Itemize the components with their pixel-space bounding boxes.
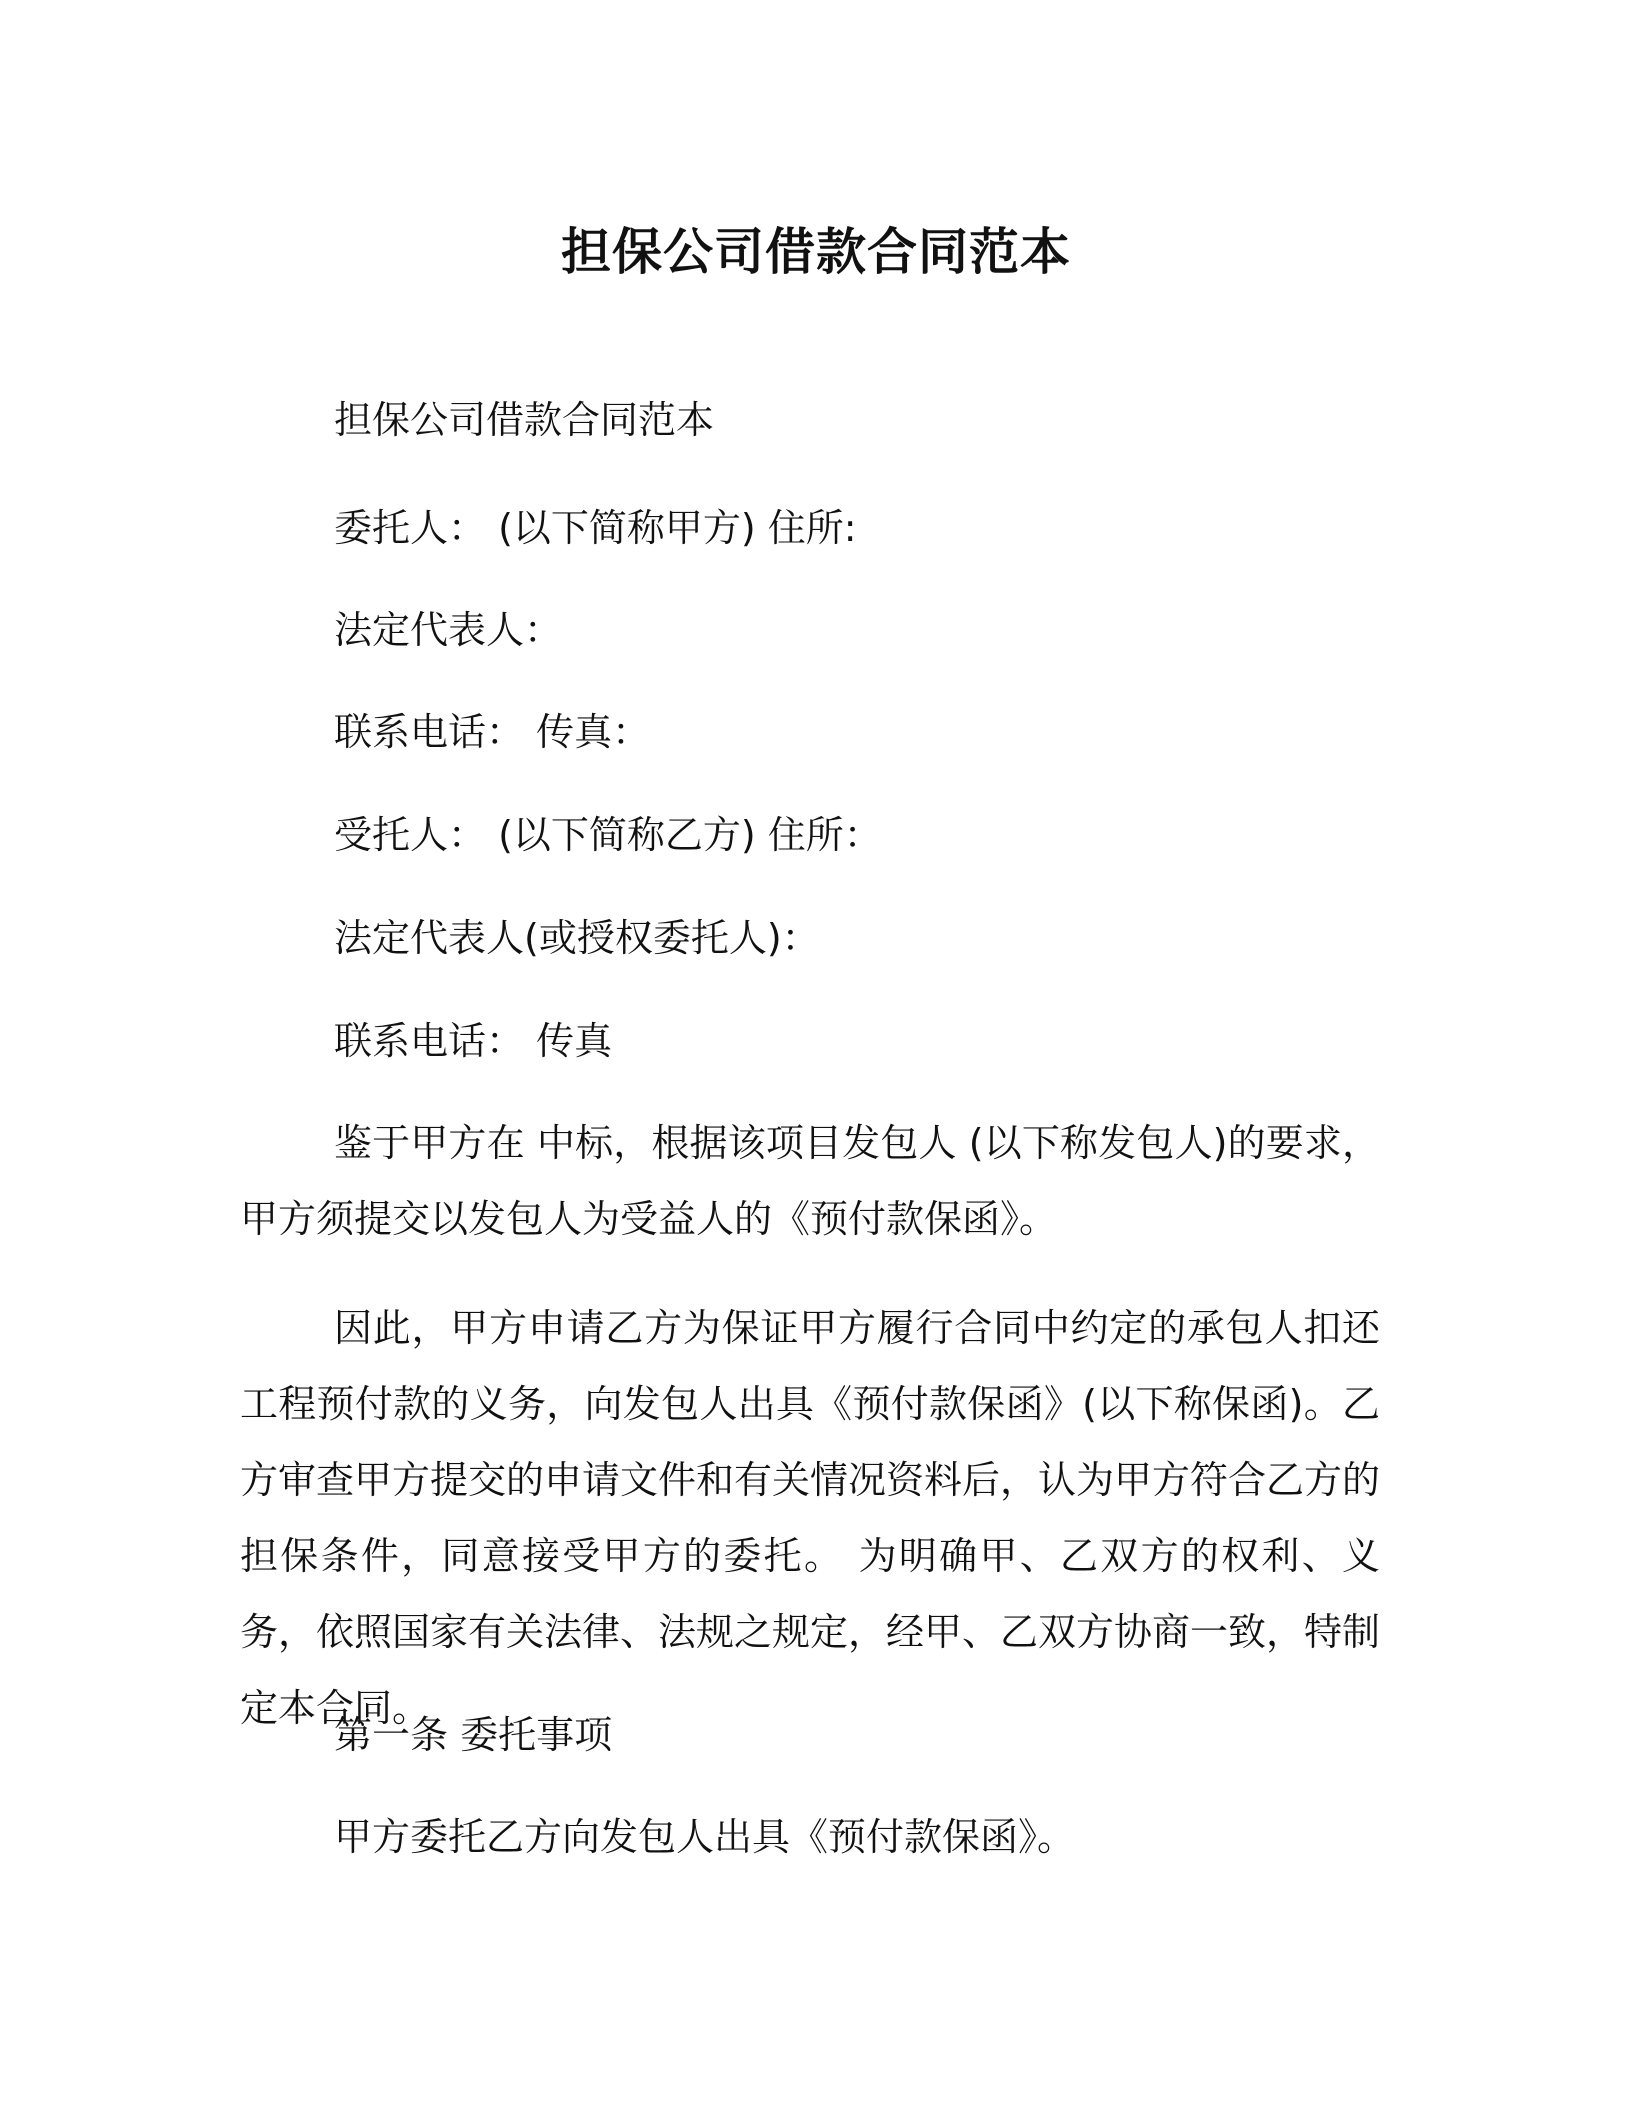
article-1-heading: 第一条 委托事项	[334, 1713, 613, 1757]
principal-legal-rep-line: 法定代表人：	[334, 608, 563, 652]
article-1-text: 甲方委托乙方向发包人出具《预付款保函》。	[334, 1815, 1076, 1859]
principal-contact-line: 联系电话： 传真：	[334, 710, 651, 754]
paragraph-whereas: 鉴于甲方在 中标，根据该项目发包人 (以下称发包人)的要求，甲方须提交以发包人为受益人的《预付款保函》。	[240, 1121, 1380, 1241]
trustee-line: 受托人： (以下简称乙方) 住所：	[334, 813, 882, 857]
principal-line: 委托人： (以下简称甲方) 住所:	[334, 506, 857, 550]
trustee-legal-rep-line: 法定代表人(或授权委托人)：	[334, 916, 820, 960]
paragraph-therefore: 因此，甲方申请乙方为保证甲方履行合同中约定的承包人扣还工程预付款的义务，向发包人出具《预付款保函》(以下称保函)。乙方审查甲方提交的申请文件和有关情况资料后，认为甲方符合乙方的担保条件，同意接受甲方的委托。 为明确甲、乙双方的权利、义务，依照国家有关法律、法规之规定，经甲、乙双方协商一致，特制定本合同。	[240, 1306, 1381, 1730]
trustee-contact-line: 联系电话： 传真	[334, 1019, 613, 1063]
subtitle-line: 担保公司借款合同范本	[334, 398, 715, 442]
document-title: 担保公司借款合同范本	[561, 223, 1071, 281]
